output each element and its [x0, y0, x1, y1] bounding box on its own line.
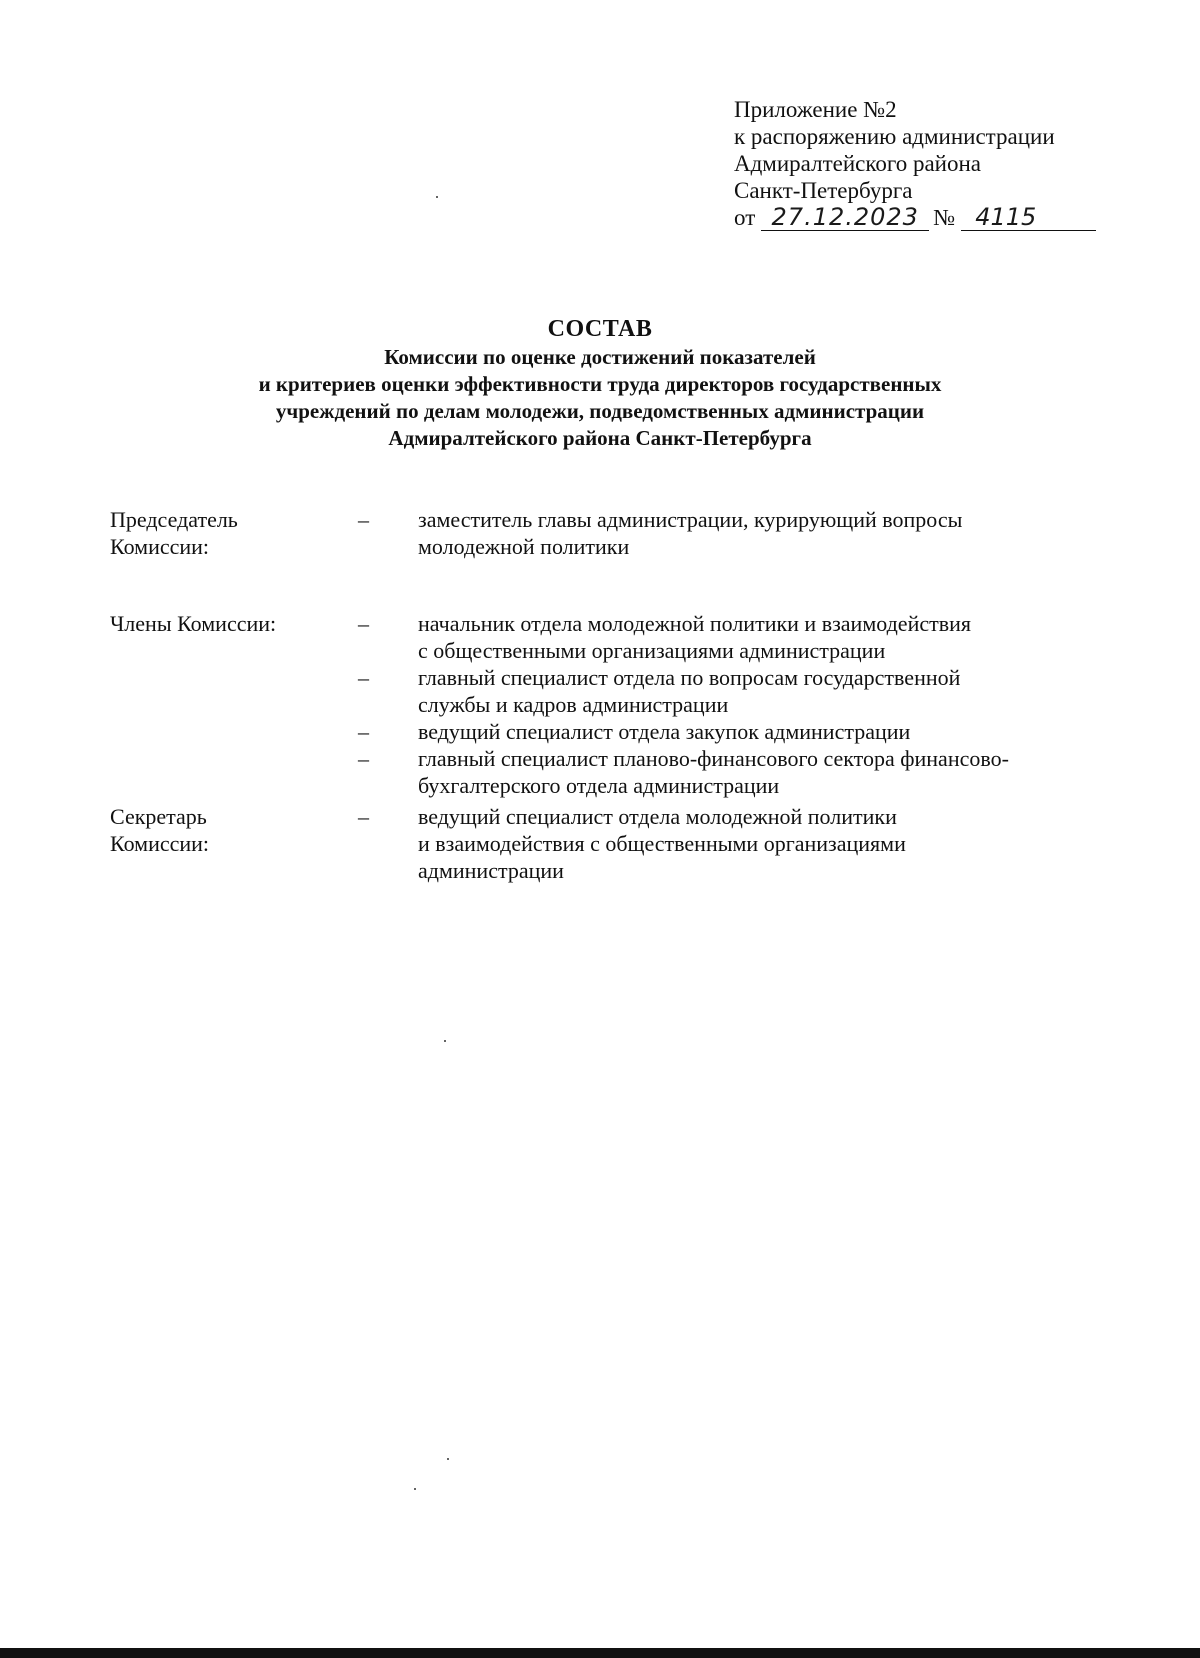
date-prefix: от	[734, 205, 756, 230]
member-desc-line: главный специалист отдела по вопросам государственной	[418, 665, 961, 690]
members-role: Члены Комиссии:	[110, 611, 277, 636]
appendix-line-2: к распоряжению администрации	[734, 124, 1055, 149]
secretary-role-line-1: Секретарь	[110, 804, 207, 829]
document-title	[100, 314, 1100, 452]
appendix-header	[734, 96, 1154, 231]
chair-role-line-2: Комиссии:	[110, 534, 210, 559]
scan-edge-bar	[0, 1648, 1200, 1658]
scan-speck	[444, 1040, 446, 1042]
member-description	[418, 718, 1118, 745]
scan-speck	[447, 1458, 449, 1460]
subtitle-line-2: и критериев оценки эффективности труда директоров государственных	[258, 372, 942, 396]
secretary-role	[110, 803, 340, 857]
scan-speck	[414, 1488, 416, 1490]
chair-desc-line-1: заместитель главы администрации, курирующий вопросы	[418, 507, 963, 532]
handwritten-date: 27.12.2023	[761, 204, 929, 231]
member-desc-line: главный специалист планово-финансового сектора финансово-	[418, 746, 1009, 771]
member-description	[418, 745, 1118, 799]
member-dash: –	[358, 719, 369, 744]
secretary-desc-line-2: и взаимодействия с общественными организациями	[418, 831, 906, 856]
chair-desc-line-2: молодежной политики	[418, 534, 630, 559]
number-sign: №	[933, 205, 956, 230]
scan-speck	[436, 196, 438, 198]
subtitle-line-3: учреждений по делам молодежи, подведомственных администрации	[275, 399, 925, 423]
secretary-description	[418, 803, 1118, 884]
member-dash: –	[358, 611, 369, 636]
title-main: СОСТАВ	[547, 316, 653, 342]
subtitle-line-1: Комиссии по оценке достижений показателей	[384, 345, 816, 369]
member-desc-line: начальник отдела молодежной политики и взаимодействия	[418, 611, 971, 636]
secretary-desc-line-1: ведущий специалист отдела молодежной политики	[418, 804, 897, 829]
secretary-desc-line-3: администрации	[418, 858, 564, 883]
chair-dash: –	[358, 507, 369, 532]
title-subtitle	[100, 344, 1100, 452]
member-desc-line: службы и кадров администрации	[418, 692, 729, 717]
member-dash: –	[358, 746, 369, 771]
member-desc-line: ведущий специалист отдела закупок администрации	[418, 719, 911, 744]
date-number-line	[734, 204, 1154, 231]
member-description	[418, 610, 1118, 664]
handwritten-number: 4115	[961, 204, 1096, 231]
subtitle-line-4: Адмиралтейского района Санкт-Петербурга	[388, 426, 812, 450]
member-description	[418, 664, 1118, 718]
member-dash: –	[358, 665, 369, 690]
secretary-role-line-2: Комиссии:	[110, 831, 210, 856]
member-desc-line: бухгалтерского отдела администрации	[418, 773, 780, 798]
appendix-line-1: Приложение №2	[734, 97, 897, 122]
chair-description	[418, 506, 1118, 560]
chair-role-line-1: Председатель	[110, 507, 238, 532]
secretary-dash: –	[358, 804, 369, 829]
appendix-line-3: Адмиралтейского района	[734, 151, 981, 176]
member-desc-line: с общественными организациями администрации	[418, 638, 886, 663]
chair-role	[110, 506, 340, 560]
appendix-line-4: Санкт-Петербурга	[734, 178, 913, 203]
